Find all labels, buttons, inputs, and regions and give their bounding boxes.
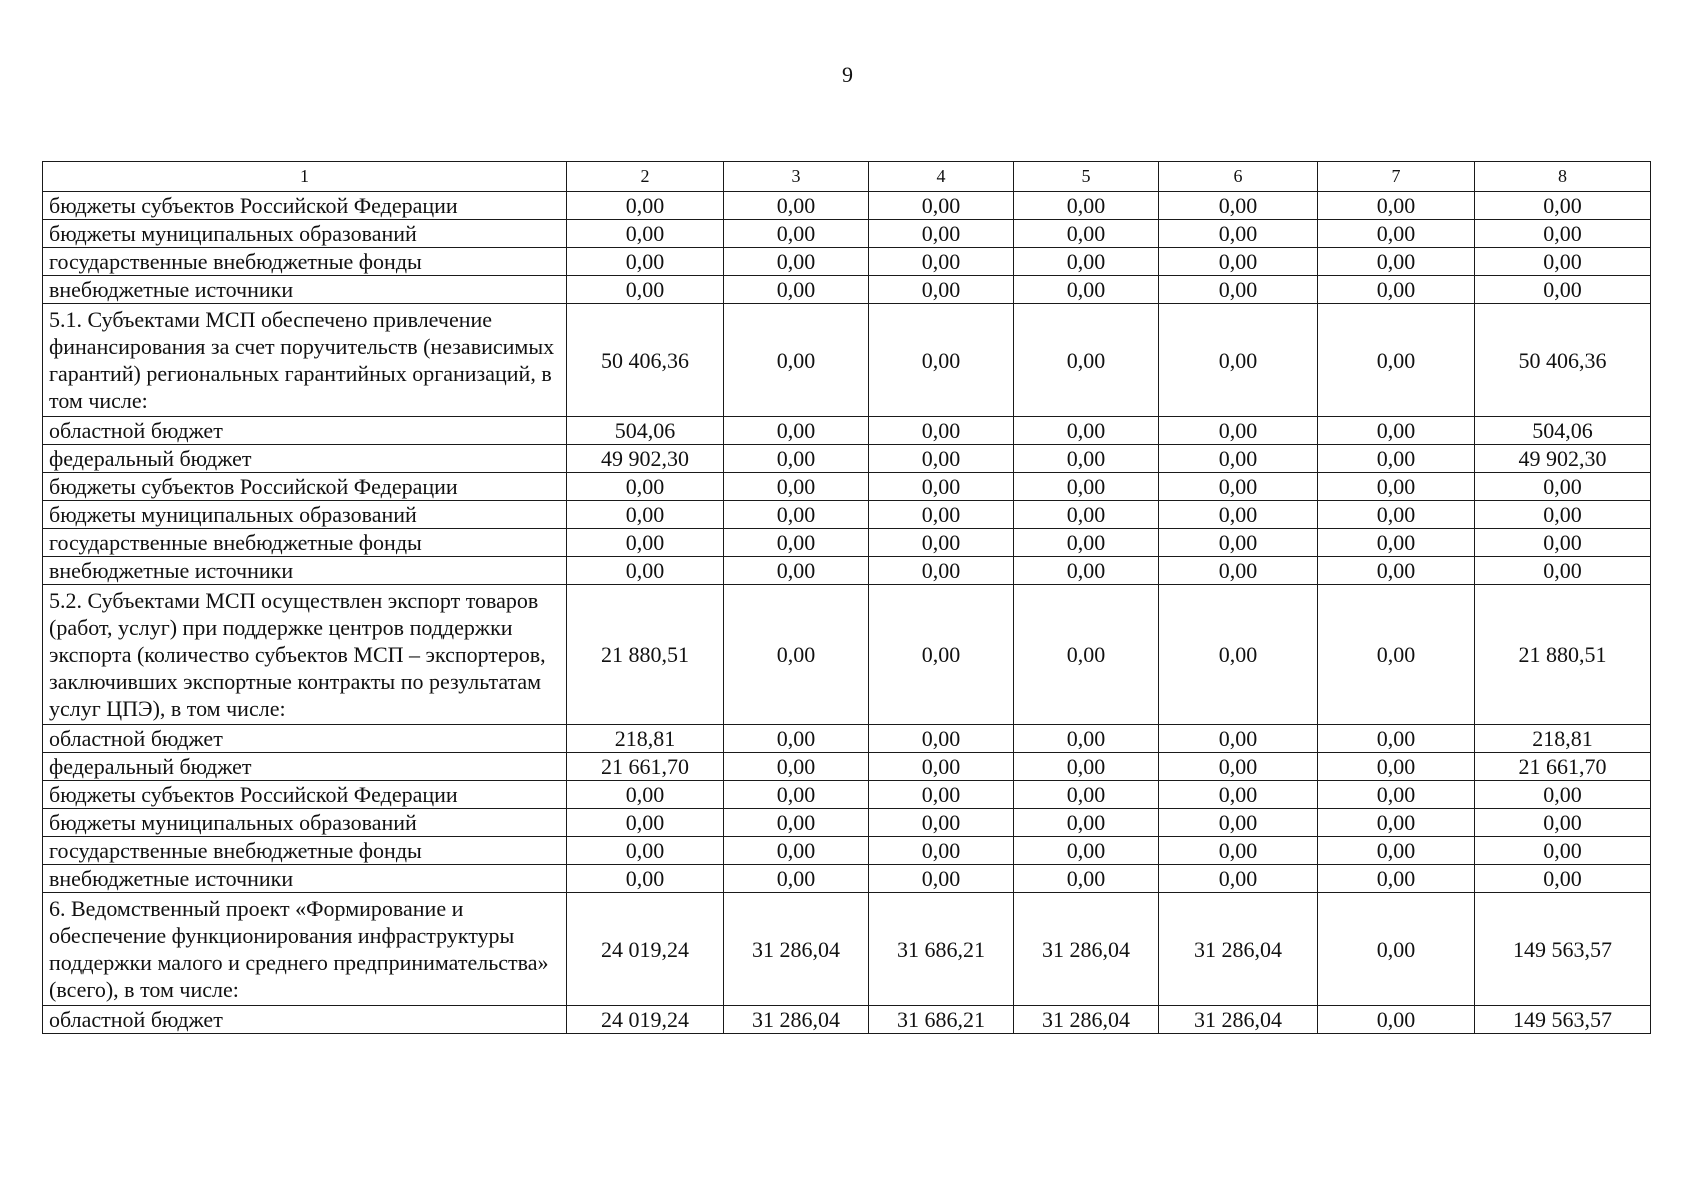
value-cell: 0,00 bbox=[724, 248, 869, 276]
value-cell: 0,00 bbox=[567, 809, 724, 837]
value-cell: 0,00 bbox=[1014, 725, 1159, 753]
table-row bbox=[43, 192, 1651, 220]
value-cell: 0,00 bbox=[1318, 304, 1475, 417]
value-cell: 0,00 bbox=[1014, 837, 1159, 865]
table-row bbox=[43, 725, 1651, 753]
value-cell: 31 286,04 bbox=[1159, 893, 1318, 1006]
value-cell: 0,00 bbox=[1475, 473, 1651, 501]
table-row bbox=[43, 445, 1651, 473]
value-cell: 0,00 bbox=[869, 753, 1014, 781]
value-cell: 0,00 bbox=[1159, 473, 1318, 501]
value-cell: 21 880,51 bbox=[1475, 585, 1651, 725]
table-header-row bbox=[43, 162, 1651, 192]
row-label: государственные внебюджетные фонды bbox=[43, 529, 567, 557]
row-label: бюджеты муниципальных образований bbox=[43, 809, 567, 837]
value-cell: 0,00 bbox=[869, 473, 1014, 501]
value-cell: 0,00 bbox=[869, 725, 1014, 753]
value-cell: 0,00 bbox=[1014, 529, 1159, 557]
value-cell: 504,06 bbox=[567, 417, 724, 445]
table-row bbox=[43, 304, 1651, 417]
budget-table bbox=[42, 161, 1651, 1034]
row-label: 5.2. Субъектами МСП осуществлен экспорт товаров (работ, услуг) при поддержке центров поддержки экспорта (количество субъектов МСП – экспортеров, заключивших экспортные контракты по результатам услуг ЦПЭ), в том числе: bbox=[43, 585, 567, 725]
value-cell: 0,00 bbox=[1159, 417, 1318, 445]
value-cell: 0,00 bbox=[1475, 248, 1651, 276]
value-cell: 0,00 bbox=[724, 220, 869, 248]
table-row bbox=[43, 529, 1651, 557]
value-cell: 0,00 bbox=[869, 837, 1014, 865]
value-cell: 49 902,30 bbox=[1475, 445, 1651, 473]
value-cell: 0,00 bbox=[869, 445, 1014, 473]
row-label: 6. Ведомственный проект «Формирование и обеспечение функционирования инфраструктуры поддержки малого и среднего предпринимательства» (всего), в том числе: bbox=[43, 893, 567, 1006]
row-label: 5.1. Субъектами МСП обеспечено привлечение финансирования за счет поручительств (независимых гарантий) региональных гарантийных организаций, в том числе: bbox=[43, 304, 567, 417]
value-cell: 0,00 bbox=[1318, 529, 1475, 557]
row-label: областной бюджет bbox=[43, 1006, 567, 1034]
value-cell: 0,00 bbox=[567, 781, 724, 809]
value-cell: 0,00 bbox=[1318, 192, 1475, 220]
value-cell: 0,00 bbox=[869, 304, 1014, 417]
table-row bbox=[43, 893, 1651, 1006]
value-cell: 0,00 bbox=[1014, 809, 1159, 837]
value-cell: 0,00 bbox=[1318, 837, 1475, 865]
value-cell: 0,00 bbox=[724, 781, 869, 809]
value-cell: 0,00 bbox=[1318, 557, 1475, 585]
value-cell: 49 902,30 bbox=[567, 445, 724, 473]
value-cell: 149 563,57 bbox=[1475, 1006, 1651, 1034]
value-cell: 0,00 bbox=[1475, 865, 1651, 893]
value-cell: 0,00 bbox=[1318, 725, 1475, 753]
value-cell: 0,00 bbox=[1475, 529, 1651, 557]
value-cell: 0,00 bbox=[724, 837, 869, 865]
value-cell: 0,00 bbox=[869, 192, 1014, 220]
value-cell: 0,00 bbox=[1014, 248, 1159, 276]
table-row bbox=[43, 585, 1651, 725]
value-cell: 0,00 bbox=[1318, 1006, 1475, 1034]
row-label: федеральный бюджет bbox=[43, 445, 567, 473]
value-cell: 0,00 bbox=[567, 276, 724, 304]
value-cell: 21 661,70 bbox=[1475, 753, 1651, 781]
value-cell: 0,00 bbox=[1159, 248, 1318, 276]
table-row bbox=[43, 753, 1651, 781]
value-cell: 0,00 bbox=[1318, 248, 1475, 276]
table-row bbox=[43, 837, 1651, 865]
value-cell: 0,00 bbox=[1014, 276, 1159, 304]
value-cell: 149 563,57 bbox=[1475, 893, 1651, 1006]
value-cell: 0,00 bbox=[724, 725, 869, 753]
value-cell: 0,00 bbox=[1159, 304, 1318, 417]
value-cell: 0,00 bbox=[567, 473, 724, 501]
value-cell: 31 686,21 bbox=[869, 1006, 1014, 1034]
value-cell: 31 686,21 bbox=[869, 893, 1014, 1006]
table-row bbox=[43, 781, 1651, 809]
value-cell: 0,00 bbox=[567, 220, 724, 248]
column-header: 1 bbox=[43, 162, 567, 192]
value-cell: 0,00 bbox=[567, 557, 724, 585]
value-cell: 0,00 bbox=[1014, 304, 1159, 417]
value-cell: 0,00 bbox=[869, 585, 1014, 725]
value-cell: 24 019,24 bbox=[567, 893, 724, 1006]
value-cell: 0,00 bbox=[1014, 781, 1159, 809]
row-label: внебюджетные источники bbox=[43, 557, 567, 585]
value-cell: 0,00 bbox=[724, 276, 869, 304]
value-cell: 0,00 bbox=[724, 585, 869, 725]
value-cell: 24 019,24 bbox=[567, 1006, 724, 1034]
value-cell: 50 406,36 bbox=[567, 304, 724, 417]
value-cell: 0,00 bbox=[724, 865, 869, 893]
value-cell: 0,00 bbox=[1159, 837, 1318, 865]
value-cell: 0,00 bbox=[1318, 893, 1475, 1006]
table-row bbox=[43, 809, 1651, 837]
value-cell: 0,00 bbox=[1159, 557, 1318, 585]
value-cell: 0,00 bbox=[1159, 585, 1318, 725]
value-cell: 0,00 bbox=[869, 276, 1014, 304]
value-cell: 0,00 bbox=[724, 473, 869, 501]
value-cell: 0,00 bbox=[1014, 585, 1159, 725]
value-cell: 0,00 bbox=[567, 501, 724, 529]
row-label: бюджеты субъектов Российской Федерации bbox=[43, 781, 567, 809]
value-cell: 0,00 bbox=[1475, 192, 1651, 220]
value-cell: 0,00 bbox=[724, 753, 869, 781]
value-cell: 0,00 bbox=[869, 220, 1014, 248]
value-cell: 0,00 bbox=[1475, 276, 1651, 304]
row-label: федеральный бюджет bbox=[43, 753, 567, 781]
row-label: бюджеты муниципальных образований bbox=[43, 501, 567, 529]
value-cell: 0,00 bbox=[869, 865, 1014, 893]
value-cell: 31 286,04 bbox=[1014, 1006, 1159, 1034]
value-cell: 0,00 bbox=[1014, 192, 1159, 220]
value-cell: 0,00 bbox=[1318, 276, 1475, 304]
value-cell: 0,00 bbox=[724, 557, 869, 585]
column-header: 8 bbox=[1475, 162, 1651, 192]
value-cell: 0,00 bbox=[1159, 809, 1318, 837]
table-row bbox=[43, 248, 1651, 276]
table-row bbox=[43, 417, 1651, 445]
value-cell: 504,06 bbox=[1475, 417, 1651, 445]
value-cell: 0,00 bbox=[1318, 781, 1475, 809]
value-cell: 0,00 bbox=[1014, 557, 1159, 585]
value-cell: 0,00 bbox=[1318, 809, 1475, 837]
value-cell: 0,00 bbox=[1318, 417, 1475, 445]
row-label: областной бюджет bbox=[43, 417, 567, 445]
value-cell: 0,00 bbox=[869, 501, 1014, 529]
value-cell: 0,00 bbox=[1475, 809, 1651, 837]
table-row bbox=[43, 473, 1651, 501]
value-cell: 0,00 bbox=[1014, 865, 1159, 893]
value-cell: 0,00 bbox=[1475, 501, 1651, 529]
value-cell: 0,00 bbox=[1159, 445, 1318, 473]
value-cell: 0,00 bbox=[567, 837, 724, 865]
value-cell: 0,00 bbox=[1159, 781, 1318, 809]
row-label: бюджеты субъектов Российской Федерации bbox=[43, 192, 567, 220]
value-cell: 0,00 bbox=[724, 529, 869, 557]
column-header: 4 bbox=[869, 162, 1014, 192]
value-cell: 0,00 bbox=[1159, 220, 1318, 248]
value-cell: 0,00 bbox=[1318, 753, 1475, 781]
value-cell: 0,00 bbox=[567, 192, 724, 220]
value-cell: 0,00 bbox=[724, 192, 869, 220]
value-cell: 31 286,04 bbox=[1014, 893, 1159, 1006]
row-label: государственные внебюджетные фонды bbox=[43, 248, 567, 276]
table-row bbox=[43, 557, 1651, 585]
value-cell: 0,00 bbox=[1159, 501, 1318, 529]
value-cell: 21 661,70 bbox=[567, 753, 724, 781]
value-cell: 0,00 bbox=[1318, 220, 1475, 248]
value-cell: 218,81 bbox=[567, 725, 724, 753]
value-cell: 0,00 bbox=[1318, 501, 1475, 529]
row-label: бюджеты субъектов Российской Федерации bbox=[43, 473, 567, 501]
value-cell: 21 880,51 bbox=[567, 585, 724, 725]
value-cell: 0,00 bbox=[1159, 276, 1318, 304]
value-cell: 0,00 bbox=[1014, 473, 1159, 501]
page-number: 9 bbox=[842, 62, 853, 87]
value-cell: 0,00 bbox=[1318, 473, 1475, 501]
value-cell: 0,00 bbox=[1014, 753, 1159, 781]
value-cell: 0,00 bbox=[1318, 445, 1475, 473]
value-cell: 0,00 bbox=[1475, 220, 1651, 248]
value-cell: 0,00 bbox=[1475, 781, 1651, 809]
value-cell: 0,00 bbox=[869, 529, 1014, 557]
row-label: внебюджетные источники bbox=[43, 865, 567, 893]
column-header: 6 bbox=[1159, 162, 1318, 192]
value-cell: 0,00 bbox=[1475, 837, 1651, 865]
column-header: 5 bbox=[1014, 162, 1159, 192]
value-cell: 0,00 bbox=[1014, 445, 1159, 473]
value-cell: 31 286,04 bbox=[1159, 1006, 1318, 1034]
value-cell: 31 286,04 bbox=[724, 893, 869, 1006]
column-header: 3 bbox=[724, 162, 869, 192]
value-cell: 0,00 bbox=[1014, 220, 1159, 248]
value-cell: 0,00 bbox=[869, 809, 1014, 837]
value-cell: 0,00 bbox=[724, 445, 869, 473]
value-cell: 0,00 bbox=[1014, 417, 1159, 445]
table-row bbox=[43, 276, 1651, 304]
value-cell: 0,00 bbox=[1159, 529, 1318, 557]
value-cell: 0,00 bbox=[1014, 501, 1159, 529]
value-cell: 31 286,04 bbox=[724, 1006, 869, 1034]
value-cell: 0,00 bbox=[869, 781, 1014, 809]
value-cell: 0,00 bbox=[567, 529, 724, 557]
column-header: 7 bbox=[1318, 162, 1475, 192]
table-row bbox=[43, 865, 1651, 893]
row-label: государственные внебюджетные фонды bbox=[43, 837, 567, 865]
table-row bbox=[43, 501, 1651, 529]
value-cell: 0,00 bbox=[869, 248, 1014, 276]
value-cell: 0,00 bbox=[1475, 557, 1651, 585]
value-cell: 0,00 bbox=[1159, 725, 1318, 753]
row-label: внебюджетные источники bbox=[43, 276, 567, 304]
value-cell: 0,00 bbox=[1318, 865, 1475, 893]
value-cell: 0,00 bbox=[567, 865, 724, 893]
value-cell: 0,00 bbox=[1159, 753, 1318, 781]
value-cell: 0,00 bbox=[1159, 865, 1318, 893]
value-cell: 0,00 bbox=[567, 248, 724, 276]
row-label: бюджеты муниципальных образований bbox=[43, 220, 567, 248]
value-cell: 50 406,36 bbox=[1475, 304, 1651, 417]
value-cell: 0,00 bbox=[869, 557, 1014, 585]
value-cell: 0,00 bbox=[724, 501, 869, 529]
table-row bbox=[43, 220, 1651, 248]
value-cell: 0,00 bbox=[1159, 192, 1318, 220]
column-header: 2 bbox=[567, 162, 724, 192]
table-row bbox=[43, 1006, 1651, 1034]
row-label: областной бюджет bbox=[43, 725, 567, 753]
value-cell: 0,00 bbox=[869, 417, 1014, 445]
value-cell: 0,00 bbox=[724, 304, 869, 417]
value-cell: 0,00 bbox=[1318, 585, 1475, 725]
value-cell: 0,00 bbox=[724, 809, 869, 837]
value-cell: 0,00 bbox=[724, 417, 869, 445]
value-cell: 218,81 bbox=[1475, 725, 1651, 753]
